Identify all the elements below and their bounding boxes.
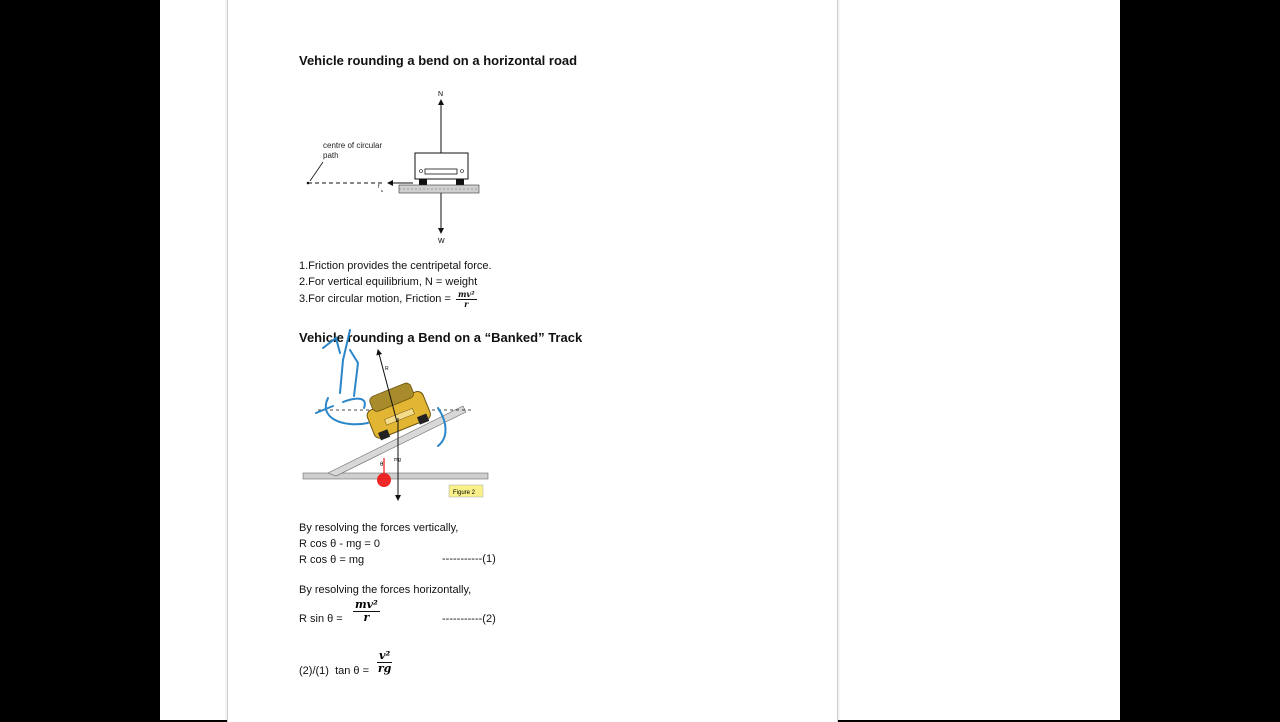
label-mg: mg	[394, 457, 401, 463]
car-wheel-right	[456, 179, 464, 185]
equation-ratio: (2)/(1) tan θ =	[299, 665, 370, 677]
document-page	[227, 0, 838, 722]
section-heading-horizontal-road: Vehicle rounding a bend on a horizontal road	[299, 53, 578, 68]
centre-point	[307, 182, 310, 185]
centre-pointer-line	[310, 162, 323, 181]
label-n: N	[438, 91, 444, 98]
label-centre-line1: centre of circular	[323, 141, 383, 150]
banked-track-diagram	[288, 328, 498, 508]
label-centre-line2: path	[323, 151, 339, 160]
car-body	[415, 153, 468, 179]
resolve-horizontal-intro: By resolving the forces horizontally,	[299, 584, 472, 596]
equation-horizontal-fraction: $\frac{\text{mv²}}{r}$	[355, 598, 378, 625]
equation-horizontal-left: R sin θ =	[299, 613, 343, 625]
equation-vertical-1: R cos θ - mg = 0	[299, 538, 381, 550]
equation-vertical-2: R cos θ = mg	[299, 554, 365, 566]
equation-ratio-fraction: $\frac{\text{v²}}{rg}$	[377, 649, 392, 676]
red-pointer	[377, 473, 391, 487]
label-w: W	[438, 238, 445, 245]
equation-tag-2: -----------(2)	[442, 613, 496, 625]
equation-tag-1: -----------(1)	[442, 553, 496, 565]
section-heading-banked-track: Vehicle rounding a Bend on a “Banked” Track	[299, 330, 583, 345]
resolve-vertical-intro: By resolving the forces vertically,	[299, 522, 459, 534]
figure-2-label: Figure 2	[453, 490, 476, 496]
label-f: f	[378, 184, 380, 190]
label-s: s	[381, 188, 383, 193]
point-1: 1.Friction provides the centripetal force.	[299, 260, 492, 272]
car-wheel-left	[419, 179, 427, 185]
friction-fraction: $\frac{\text{mv²}}{r}$	[457, 289, 475, 309]
label-theta: θ	[380, 462, 384, 468]
viewer-background	[160, 0, 1120, 720]
horizontal-road-diagram	[298, 83, 498, 253]
point-2: 2.For vertical equilibrium, N = weight	[299, 276, 478, 288]
label-r: R	[385, 366, 389, 372]
point-3: 3.For circular motion, Friction = $\frac{\text{mv²}}{r}$	[299, 289, 475, 309]
